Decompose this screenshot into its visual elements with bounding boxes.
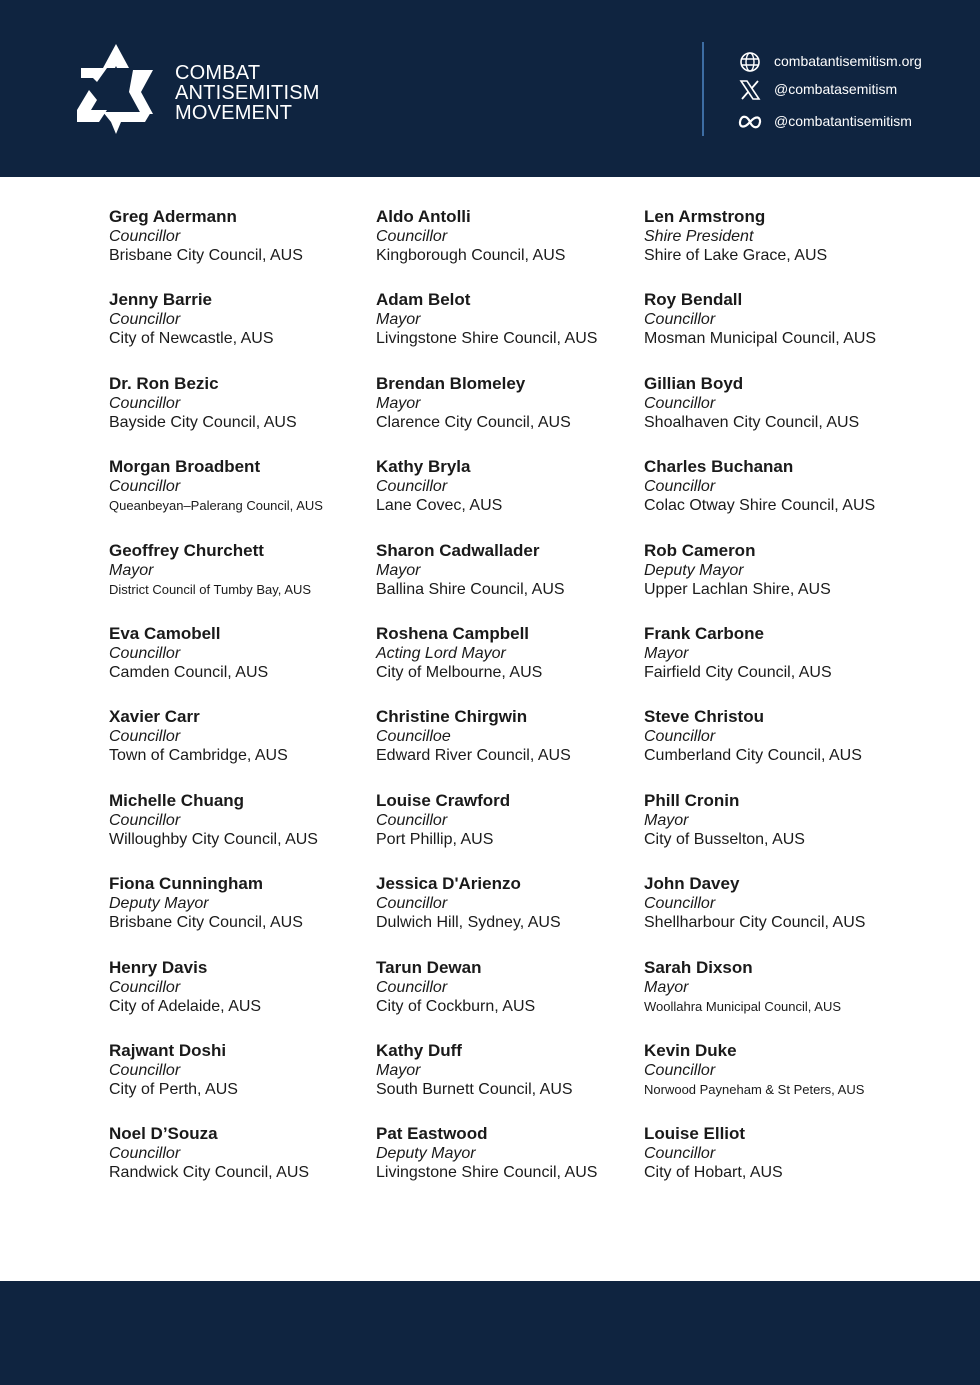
signatory-organization: Woollahra Municipal Council, AUS bbox=[644, 999, 842, 1014]
signatory-role: Councillor bbox=[376, 228, 448, 245]
signatory-entry bbox=[109, 541, 364, 599]
signatory-entry bbox=[644, 541, 899, 599]
signatory-role: Councilloe bbox=[376, 728, 451, 745]
signatory-entry bbox=[109, 457, 364, 515]
signatory-entry bbox=[644, 374, 899, 432]
signatory-role: Mayor bbox=[376, 395, 421, 412]
signatory-organization: Norwood Payneham & St Peters, AUS bbox=[644, 1082, 865, 1097]
signatory-organization: City of Perth, AUS bbox=[109, 1081, 238, 1098]
signatory-role: Councillor bbox=[644, 395, 716, 412]
signatory-entry bbox=[109, 874, 364, 932]
signatory-role: Councillor bbox=[376, 478, 448, 495]
signatory-role: Councillor bbox=[376, 895, 448, 912]
signatory-entry bbox=[376, 457, 631, 515]
signatory-name: Louise Elliot bbox=[644, 1124, 746, 1143]
signatory-name: Phill Cronin bbox=[644, 791, 740, 810]
x-icon bbox=[738, 79, 762, 101]
signatory-entry bbox=[376, 374, 631, 432]
signatory-entry bbox=[376, 791, 631, 849]
signatory-name: Christine Chirgwin bbox=[376, 707, 528, 726]
signatory-organization: District Council of Tumby Bay, AUS bbox=[109, 582, 312, 597]
signatory-name: Louise Crawford bbox=[376, 791, 511, 810]
globe-icon bbox=[738, 51, 762, 73]
meta-handle-link[interactable]: @combatantisemitism bbox=[774, 113, 912, 129]
meta-icon bbox=[738, 111, 762, 133]
signatory-entry bbox=[644, 1124, 899, 1182]
signatory-role: Deputy Mayor bbox=[109, 895, 209, 912]
signatory-organization: Camden Council, AUS bbox=[109, 664, 269, 681]
signatory-entry bbox=[644, 1041, 899, 1099]
signatory-name: Morgan Broadbent bbox=[109, 457, 261, 476]
signatory-organization: Willoughby City Council, AUS bbox=[109, 831, 318, 848]
signatory-name: John Davey bbox=[644, 874, 740, 893]
signatory-role: Councillor bbox=[109, 728, 181, 745]
signatory-organization: City of Newcastle, AUS bbox=[109, 330, 274, 347]
signatory-name: Steve Christou bbox=[644, 707, 764, 726]
signatory-organization: Kingborough Council, AUS bbox=[376, 247, 566, 264]
signatory-organization: Ballina Shire Council, AUS bbox=[376, 581, 565, 598]
signatory-organization: City of Busselton, AUS bbox=[644, 831, 805, 848]
signatory-entry bbox=[376, 290, 631, 348]
signatory-entry bbox=[109, 958, 364, 1016]
logo-line-1: COMBAT bbox=[175, 62, 261, 84]
signatory-entry bbox=[644, 207, 899, 265]
signatory-role: Deputy Mayor bbox=[376, 1145, 476, 1162]
signatory-organization: Fairfield City Council, AUS bbox=[644, 664, 832, 681]
signatory-role: Mayor bbox=[644, 979, 689, 996]
signatory-role: Councillor bbox=[644, 895, 716, 912]
signatory-entry bbox=[644, 457, 899, 515]
signatory-name: Greg Adermann bbox=[109, 207, 237, 226]
signatory-entry bbox=[376, 1041, 631, 1099]
signatory-entry bbox=[376, 874, 631, 932]
signatory-role: Shire President bbox=[644, 228, 754, 245]
signatory-name: Kevin Duke bbox=[644, 1041, 737, 1060]
signatory-entry bbox=[109, 207, 364, 265]
signatory-organization: Queanbeyan–Palerang Council, AUS bbox=[109, 498, 323, 513]
signatory-name: Dr. Ron Bezic bbox=[109, 374, 219, 393]
signatory-organization: Clarence City Council, AUS bbox=[376, 414, 571, 431]
signatory-role: Councillor bbox=[644, 1062, 716, 1079]
signatory-organization: South Burnett Council, AUS bbox=[376, 1081, 573, 1098]
signatory-role: Councillor bbox=[109, 645, 181, 662]
signatory-name: Tarun Dewan bbox=[376, 958, 482, 977]
signatory-name: Rob Cameron bbox=[644, 541, 756, 560]
signatory-organization: Edward River Council, AUS bbox=[376, 747, 571, 764]
signatory-role: Councillor bbox=[644, 1145, 716, 1162]
signatory-role: Councillor bbox=[109, 812, 181, 829]
signatory-entry bbox=[109, 791, 364, 849]
website-link[interactable]: combatantisemitism.org bbox=[774, 53, 922, 69]
signatory-entry bbox=[644, 707, 899, 765]
signatory-organization: City of Melbourne, AUS bbox=[376, 664, 543, 681]
signatory-organization: Brisbane City Council, AUS bbox=[109, 914, 303, 931]
signatory-organization: Shire of Lake Grace, AUS bbox=[644, 247, 828, 264]
signatory-name: Gillian Boyd bbox=[644, 374, 744, 393]
logo-line-2: ANTISEMITISM bbox=[175, 82, 320, 104]
signatory-name: Jenny Barrie bbox=[109, 290, 212, 309]
signatory-organization: Port Phillip, AUS bbox=[376, 831, 494, 848]
logo-wordmark bbox=[175, 63, 320, 123]
signatory-name: Geoffrey Churchett bbox=[109, 541, 264, 560]
signatory-role: Councillor bbox=[376, 979, 448, 996]
signatory-organization: Livingstone Shire Council, AUS bbox=[376, 330, 598, 347]
signatory-entry bbox=[109, 1124, 364, 1182]
signatory-role: Mayor bbox=[376, 562, 421, 579]
signatory-name: Noel D’Souza bbox=[109, 1124, 218, 1143]
signatory-entry bbox=[109, 624, 364, 682]
signatory-name: Jessica D'Arienzo bbox=[376, 874, 521, 893]
signatory-name: Rajwant Doshi bbox=[109, 1041, 227, 1060]
signatory-entry bbox=[376, 1124, 631, 1182]
signatory-role: Councillor bbox=[109, 1145, 181, 1162]
signatory-entry bbox=[109, 290, 364, 348]
signatory-organization: City of Hobart, AUS bbox=[644, 1164, 783, 1181]
header-banner bbox=[0, 0, 980, 177]
signatory-organization: Brisbane City Council, AUS bbox=[109, 247, 303, 264]
signatory-organization: City of Adelaide, AUS bbox=[109, 998, 262, 1015]
signatory-organization: Bayside City Council, AUS bbox=[109, 414, 297, 431]
footer-banner bbox=[0, 1281, 980, 1385]
signatory-organization: Randwick City Council, AUS bbox=[109, 1164, 310, 1181]
signatory-organization: Lane Covec, AUS bbox=[376, 497, 503, 514]
signatory-role: Councillor bbox=[109, 311, 181, 328]
signatory-entry bbox=[376, 958, 631, 1016]
signatory-entry bbox=[376, 541, 631, 599]
signatory-entry bbox=[644, 290, 899, 348]
signatory-entry bbox=[644, 958, 899, 1016]
signatory-entry bbox=[376, 207, 631, 265]
signatory-name: Xavier Carr bbox=[109, 707, 200, 726]
signatory-name: Pat Eastwood bbox=[376, 1124, 488, 1143]
signatory-role: Councillor bbox=[644, 311, 716, 328]
signatory-name: Roshena Campbell bbox=[376, 624, 530, 643]
signatory-name: Adam Belot bbox=[376, 290, 471, 309]
signatory-role: Councillor bbox=[376, 812, 448, 829]
signatory-name: Eva Camobell bbox=[109, 624, 221, 643]
signatory-role: Mayor bbox=[376, 311, 421, 328]
signatory-entry bbox=[376, 624, 631, 682]
signatory-role: Mayor bbox=[644, 645, 689, 662]
signatory-name: Fiona Cunningham bbox=[109, 874, 263, 893]
star-of-david-logo-icon bbox=[73, 42, 159, 136]
header-divider bbox=[702, 42, 704, 136]
signatory-organization: City of Cockburn, AUS bbox=[376, 998, 536, 1015]
signatory-name: Kathy Duff bbox=[376, 1041, 462, 1060]
signatory-organization: Dulwich Hill, Sydney, AUS bbox=[376, 914, 561, 931]
signatory-role: Acting Lord Mayor bbox=[376, 645, 506, 662]
signatory-organization: Shoalhaven City Council, AUS bbox=[644, 414, 860, 431]
signatory-entry bbox=[644, 791, 899, 849]
signatory-role: Councillor bbox=[109, 395, 181, 412]
signatory-entry bbox=[109, 1041, 364, 1099]
signatory-entry bbox=[109, 374, 364, 432]
signatory-name: Sharon Cadwallader bbox=[376, 541, 540, 560]
signatory-entry bbox=[644, 624, 899, 682]
logo-line-3: MOVEMENT bbox=[175, 102, 293, 124]
signatory-name: Len Armstrong bbox=[644, 207, 766, 226]
signatory-name: Sarah Dixson bbox=[644, 958, 753, 977]
signatory-name: Frank Carbone bbox=[644, 624, 764, 643]
signatory-organization: Colac Otway Shire Council, AUS bbox=[644, 497, 876, 514]
signatory-name: Kathy Bryla bbox=[376, 457, 471, 476]
signatory-name: Charles Buchanan bbox=[644, 457, 794, 476]
signatory-role: Councillor bbox=[644, 478, 716, 495]
signatory-organization: Mosman Municipal Council, AUS bbox=[644, 330, 877, 347]
signatory-organization: Livingstone Shire Council, AUS bbox=[376, 1164, 598, 1181]
signatory-role: Councillor bbox=[644, 728, 716, 745]
signatory-entry bbox=[376, 707, 631, 765]
signatory-role: Deputy Mayor bbox=[644, 562, 744, 579]
signatory-organization: Cumberland City Council, AUS bbox=[644, 747, 862, 764]
signatory-name: Henry Davis bbox=[109, 958, 208, 977]
signatory-name: Aldo Antolli bbox=[376, 207, 471, 226]
signatory-name: Roy Bendall bbox=[644, 290, 743, 309]
signatory-role: Mayor bbox=[376, 1062, 421, 1079]
signatory-entry bbox=[109, 707, 364, 765]
signatory-name: Michelle Chuang bbox=[109, 791, 245, 810]
signatory-role: Councillor bbox=[109, 478, 181, 495]
signatory-name: Brendan Blomeley bbox=[376, 374, 526, 393]
signatory-organization: Upper Lachlan Shire, AUS bbox=[644, 581, 831, 598]
signatory-role: Councillor bbox=[109, 979, 181, 996]
signatory-entry bbox=[644, 874, 899, 932]
signatory-role: Councillor bbox=[109, 1062, 181, 1079]
signatory-role: Councillor bbox=[109, 228, 181, 245]
signatory-role: Mayor bbox=[644, 812, 689, 829]
x-handle-link[interactable]: @combatasemitism bbox=[774, 81, 898, 97]
signatory-role: Mayor bbox=[109, 562, 154, 579]
signatory-organization: Shellharbour City Council, AUS bbox=[644, 914, 866, 931]
signatory-organization: Town of Cambridge, AUS bbox=[109, 747, 288, 764]
